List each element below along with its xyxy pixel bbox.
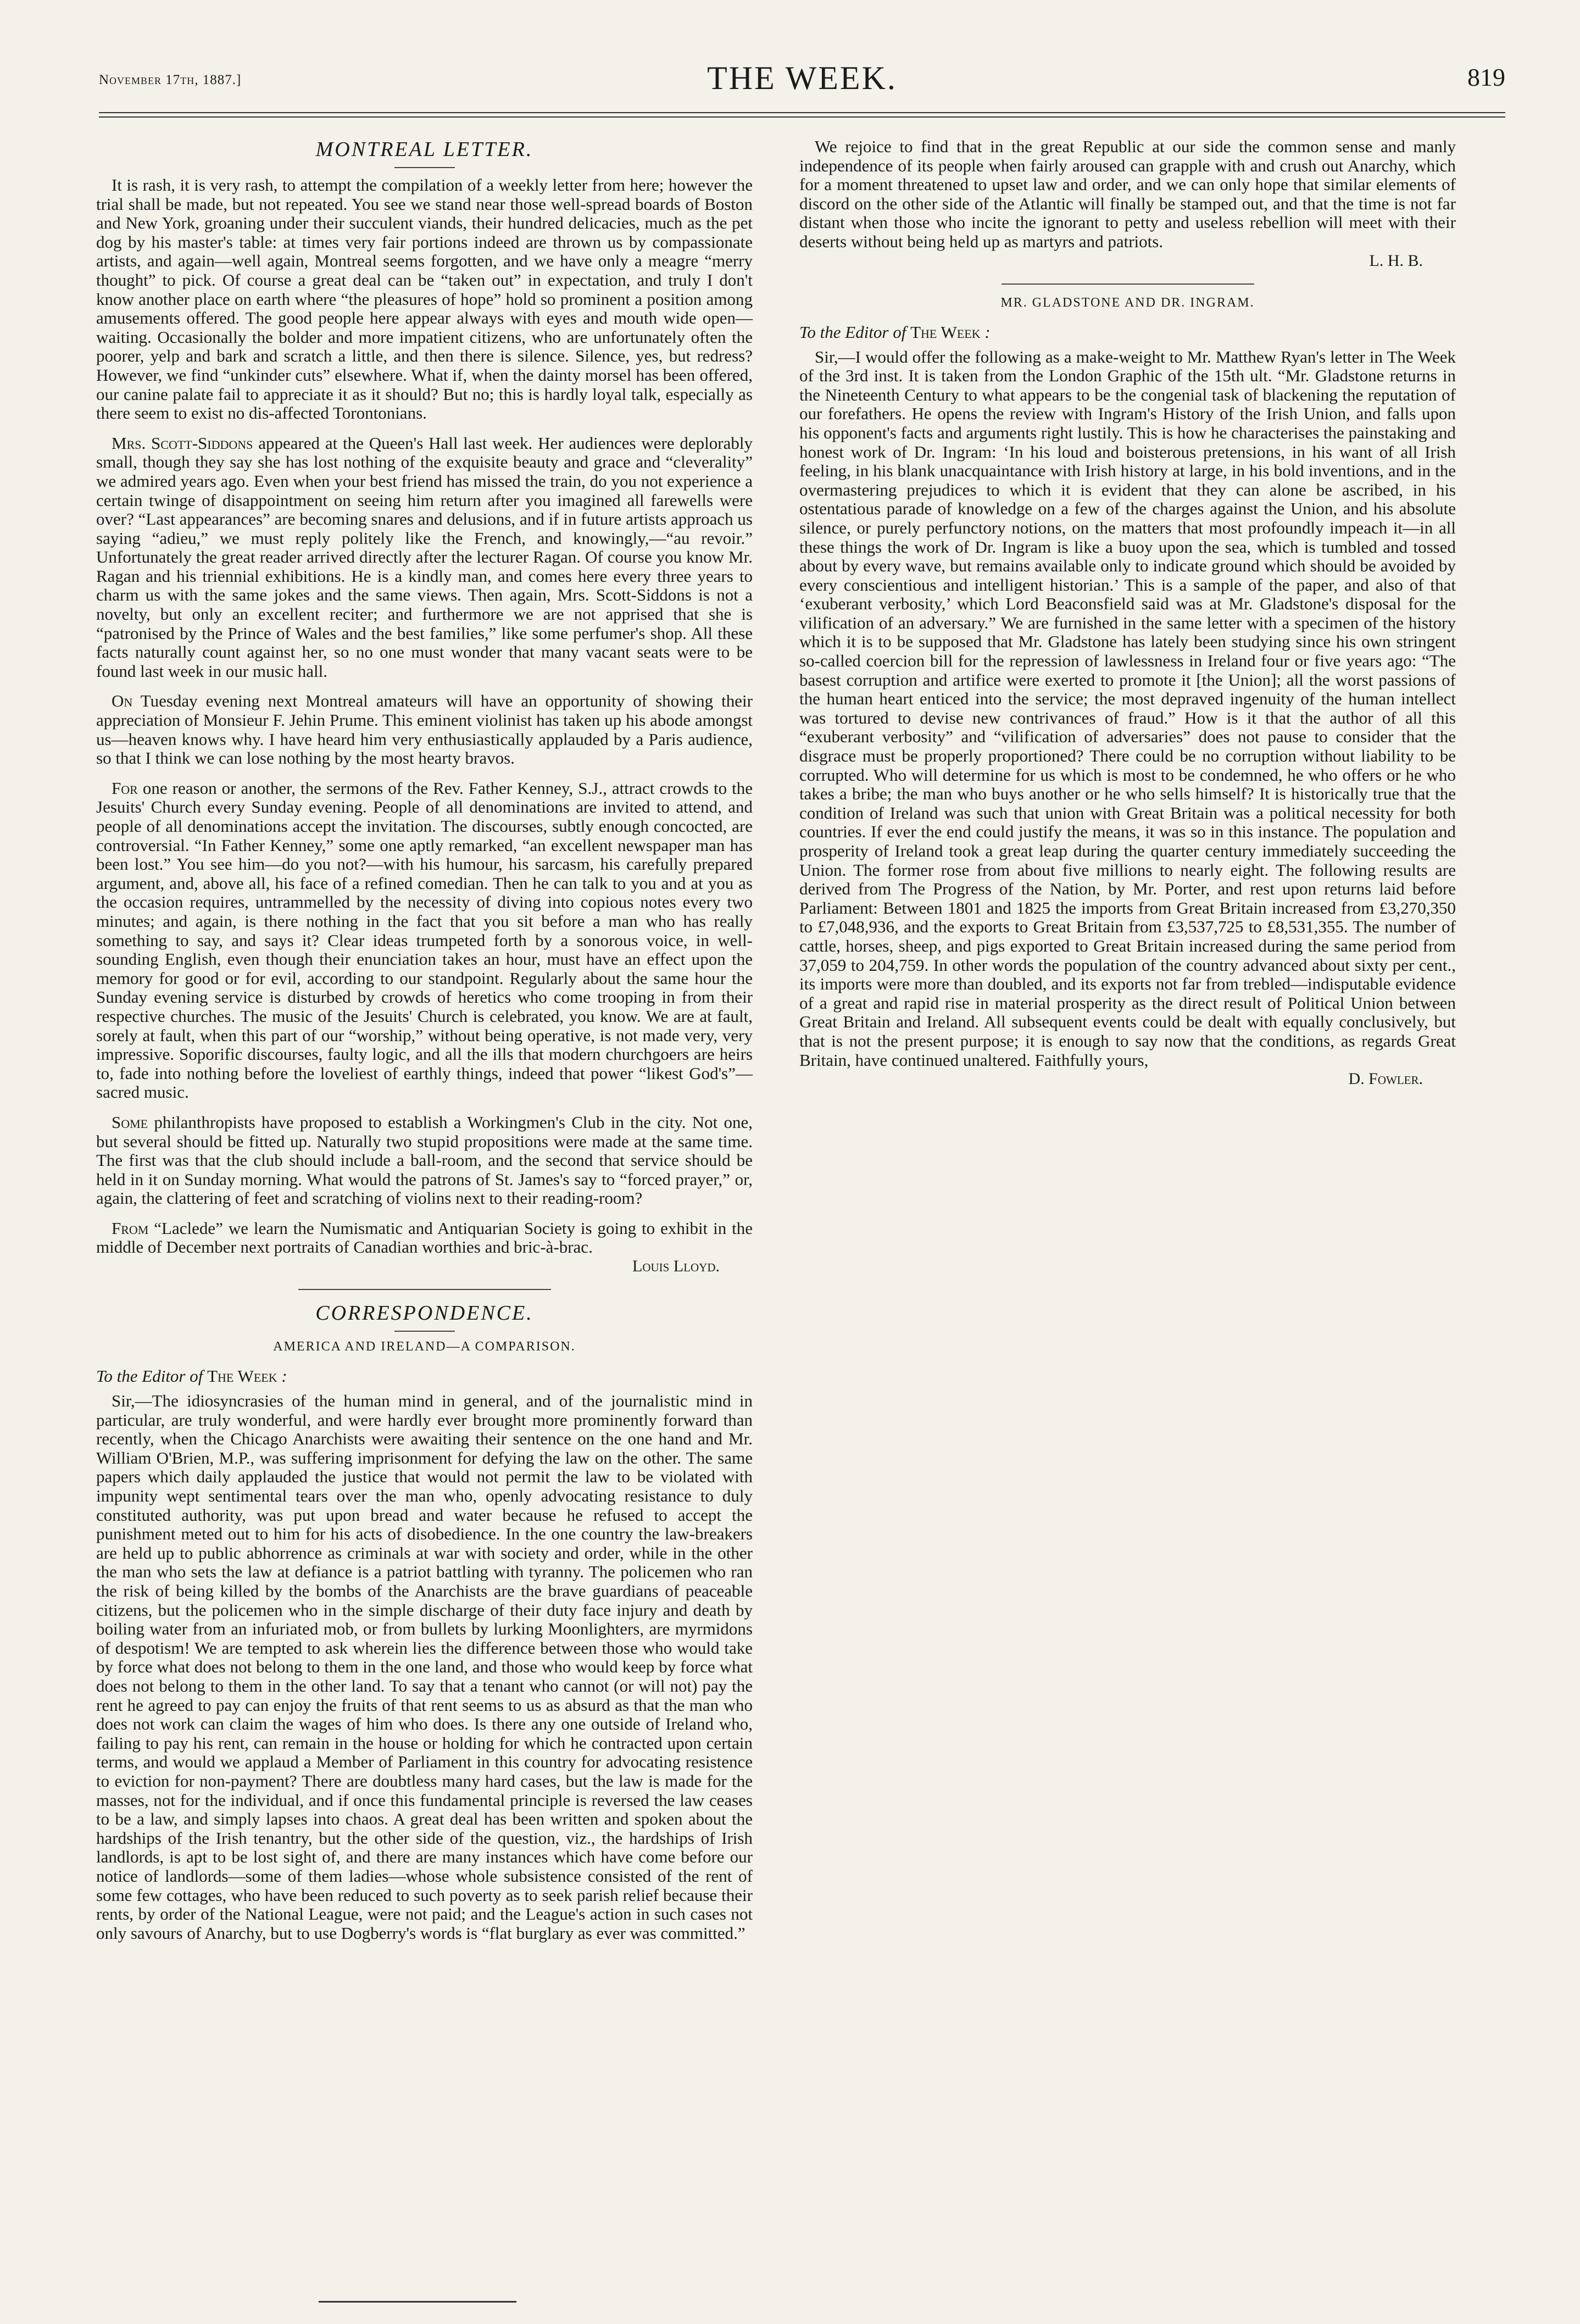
montreal-signature: Louis Lloyd. bbox=[632, 1257, 720, 1276]
salutation-suffix: : bbox=[984, 322, 991, 342]
letter-2-signature: D. Fowler. bbox=[1348, 1070, 1423, 1088]
left-column bbox=[96, 137, 753, 1954]
montreal-paragraph-5 bbox=[96, 1113, 753, 1208]
paragraph-lead: Some bbox=[112, 1112, 148, 1132]
paragraph-body: appeared at the Queen's Hall last week. Her audiences were deplorably small, though they say she has lost nothing of the exquisite beauty and grace and “cleverality” we admired years ago. Even when your best friend has missed the train, do you not experience a certain twinge of disappointment on seeing him return after you imagined all farewells were over? “Last appearances” are becoming snares and delusions, and if in future artists approach us saying “adieu,” we must reply politely like the French, and knowingly,—“au revoir.” Unfortunately the great reader arrived directly after the lecturer Ragan. Of course you know Mr. Ragan and his triennial exhibitions. He is a kindly man, and comes here every three years to charm us with the same jokes and the same views. Then again, Mrs. Scott-Siddons is not a novelty, but only an excellent reciter; and furthermore we are not apprised that she is “patronised by the Prince of Wales and the best families,” like some perfumer's shop. All these facts naturally count against her, so no one must wonder that many vacant seats were to be found last week in our music hall. bbox=[96, 433, 753, 681]
paragraph-body: “Laclede” we learn the Numismatic and Antiquarian Society is going to exhibit in the middle of December next portraits of Canadian worthies and bric-à-brac. bbox=[96, 1218, 753, 1257]
montreal-paragraph-3 bbox=[96, 692, 753, 768]
paragraph-body: philanthropists have proposed to establish a Workingmen's Club in the city. Not one, but several should be fitted up. Naturally two stupid propositions were made at the same time. The first was that the club should include a ball-room, and the second that service should be held in it on Sunday morning. What would the patrons of St. James's say to “forced prayer,” or, again, the clattering of feet and scratching of violins next to their reading-room? bbox=[96, 1112, 753, 1208]
right-column bbox=[799, 137, 1456, 1102]
montreal-letter-title: MONTREAL LETTER. bbox=[315, 138, 533, 161]
letter-2-paragraph-1: Sir,—I would offer the following as a make-weight to Mr. Matthew Ryan's letter in The Week of the 3rd inst. It is taken from the London Graphic of the 15th ult. “Mr. Gladstone returns in the Nineteenth Century to what appears to be the congenial task of blackening the reputation of our forefathers. He opens the review with Ingram's History of the Irish Union, and falls upon his opponent's facts and arguments right lustily. This is how he characterises the painstaking and honest work of Dr. Ingram: ‘In his loud and boisterous pretensions, in his want of all Irish feeling, in his blank unacquaintance with Irish history at large, in his bold inventions, and in the overmastering prejudices to which it is evident that they can alone be ascribed, in his ostentatious parade of knowledge on a few of the charges against the Union, and his absolute silence, or purely perfunctory notions, on the matters that most profoundly impeach it—in all these things the work of Dr. Ingram is like a buoy upon the sea, which is tumbled and tossed about by every wave, but remains available only to indicate ground which should be avoided by every conscientious and intelligent historian.’ This is a sample of the paper, and also of that ‘exuberant verbosity,’ which Lord Beaconsfield said was at Mr. Gladstone's disposal for the vilification of an adversary.” We are furnished in the same letter with a specimen of the history which it is to be supposed that Mr. Gladstone has lately been studying since his own stringent so-called coercion bill for the repression of lawlessness in Ireland four or five years ago: “The basest corruption and artifice were exerted to promote it [the Union]; all the worst passions of the human heart enticed into the service; the most depraved ingenuity of the human intellect was tortured to devise new contrivances of fraud.” How is it that the author of all this “exuberant verbosity” and “vilification of adversaries” does not pause to consider that the disgrace must be properly proportioned? There could be no corruption without liability to be corrupted. Who will determine for us which is most to be condemned, he who offers or he who takes a bribe; the man who buys another or he who sells himself? It is historically true that the condition of Ireland was such that union with Great Britain was a political necessity for both countries. If ever the end could justify the means, it was so in this instance. The population and prosperity of Ireland took a great leap during the quarter century immediately succeeding the Union. The former rose from about five millions to nearly eight. The following results are derived from The Progress of the Nation, by Mr. Porter, and rest upon returns laid before Parliament: Between 1801 and 1825 the imports from Great Britain increased from £3,270,350 to £7,048,936, and the exports to Great Britain from £3,537,725 to £8,531,355. The number of cattle, horses, sheep, and pigs exported to Great Britain increased during the same period from 37,059 to 204,759. In other words the population of the country advanced about sixty per cent., its imports were more than doubled, and its exports not far from trebled—indisputable evidence of a great and rapid rise in material prosperity as the direct result of Political Union between Great Britain and Ireland. All subsequent events could be dealt with equally conclusively, but that is not the present purpose; it is enough to say now that the conditions, as regards Great Britain, have continued unaltered. Faithfully yours, bbox=[799, 347, 1456, 1070]
paragraph-body: one reason or another, the sermons of the Rev. Father Kenney, S.J., attract crowds to the Jesuits' Church every Sunday evening. People of all denominations are invited to attend, and people of all denominations accept the invitation. The discourses, subtly enough concocted, are controversial. “In Father Kenney,” some one aptly remarked, “an excellent newspaper man has been lost.” You see him—do you not?—with his humour, his sarcasm, his carefully prepared argument, and, above all, his face of a refined comedian. Then he can talk to you and at you as the occasion requires, untrammelled by the necessity of diving into copious notes every two minutes; and again, is there nothing in the fact that you sit before a man who has really something to say, and says it? Clear ideas trumpeted forth by a sonorous voice, in well-sounding English, even though their enunciation takes an hour, must have an effect upon the memory for good or for evil, according to our standpoint. Regularly about the same hour the Sunday evening service is disturbed by crowds of heretics who come trooping in from their respective churches. The music of the Jesuits' Church is celebrated, you know. We are at fault, sorely at fault, when this part of our “worship,” without being operative, is not made very, very impressive. Soporific discourses, faulty logic, and all the ills that modern churchgoers are heirs to, fade into nothing before the loveliest of earthly things, indeed that power “likest God's”—sacred music. bbox=[96, 778, 753, 1102]
letter-2-salutation bbox=[799, 323, 1456, 342]
paragraph-lead: Mrs. Scott-Siddons bbox=[112, 433, 253, 453]
salutation-suffix: : bbox=[281, 1366, 287, 1386]
title-rule bbox=[394, 1331, 455, 1332]
montreal-paragraph-1: It is rash, it is very rash, to attempt the compilation of a weekly letter from here; however the trial shall be made, but not repeated. You see we stand near those well-spread boards of Boston and New York, groaning under their succulent viands, their hundred delicacies, much as the pet dog by his master's table: at times very fair portions indeed are thrown us by compassionate artists, and again—well again, Montreal seems forgotten, and we have only a meagre “merry thought” to pick. Of course a great deal can be “taken out” in expectation, and truly I don't know another place on earth where “the pleasures of hope” hold so prominent a position among amusements offered. The good people here appear always with eyes and mouth wide open—waiting. Occasionally the bolder and more impatient citizens, who are unfortunately often the poorer, yelp and bark and scratch a little, and then there is silence. Silence, yes, but redress? However, we find “unkinder cuts” elsewhere. What if, when the dainty morsel has been offered, our canine palate fail to appreciate it as it should? But no; this is hardly loyal talk, especially as there seem to exist no dis-affected Torontonians. bbox=[96, 175, 753, 423]
letter-1-salutation bbox=[96, 1366, 753, 1386]
footer-rule bbox=[319, 2301, 516, 2303]
issue-date: November 17th, 1887.] bbox=[99, 73, 242, 87]
correspondence-title: CORRESPONDENCE. bbox=[315, 1302, 533, 1325]
letter-1-subtitle: AMERICA AND IRELAND—A COMPARISON. bbox=[273, 1339, 576, 1354]
paragraph-body: Tuesday evening next Montreal amateurs will have an opportunity of showing their appreciation of Monsieur F. Jehin Prume. This eminent violinist has taken up his abode amongst us—heaven knows why. I have heard him very enthusiastically applauded by a Paris audience, so that I think we can lose nothing by the most hearty bravos. bbox=[96, 691, 753, 768]
salutation-paper: The Week bbox=[207, 1366, 277, 1386]
running-head bbox=[99, 59, 1505, 103]
paragraph-lead: On bbox=[112, 691, 133, 711]
paragraph-lead: From bbox=[112, 1218, 149, 1238]
letter-1-paragraph-2: We rejoice to find that in the great Republic at our side the common sense and manly independence of its people when fairly aroused can grapple with and crush out Anarchy, which for a moment threatened to upset law and order, and we can only hope that similar elements of discord on the other side of the Atlantic will finally be stamped out, and that the time is not far distant when those who incite the ignorant to petty and useless rebellion will meet with their deserts without being held up as martyrs and patriots. bbox=[799, 137, 1456, 251]
montreal-paragraph-4 bbox=[96, 779, 753, 1102]
montreal-paragraph-2 bbox=[96, 434, 753, 681]
letter-1-paragraph-1: Sir,—The idiosyncrasies of the human mind in general, and of the journalistic mind in particular, are truly wonderful, and were hardly ever brought more prominently forward than recently, when the Chicago Anarchists were awaiting their sentence on the one hand and Mr. William O'Brien, M.P., was suffering imprisonment for defying the law on the other. The same papers which daily applauded the justice that would not permit the law to be violated with impunity wept sentimental tears over the man who, openly advocating resistance to duly constituted authority, was put upon bread and water because he refused to accept the punishment meted out to him for his acts of disobedience. In the one country the law-breakers are held up to public abhorrence as criminals at war with society and order, while in the other the man who sets the law at defiance is a patriot battling with tyranny. The policemen who ran the risk of being killed by the bombs of the Anarchists are the brave guardians of peaceable citizens, but the policemen who in the simple discharge of their duty face injury and death by boiling water from an infuriated mob, or from bullets by lurking Moonlighters, are myrmidons of despotism! We are tempted to ask wherein lies the difference between those who would take by force what does not belong to them in the one land, and those who would keep by force what does not belong to them in the other land. To say that a tenant who cannot (or will not) pay the rent he agreed to pay can enjoy the fruits of that rent seems to us as absurd as that the man who does not work can claim the wages of him who does. Is there any one outside of Ireland who, failing to pay his rent, can remain in the house or holding for which he contracted upon certain terms, and would we applaud a Member of Parliament in this country for advocating resistence to eviction for non-payment? There are doubtless many hard cases, but the law is made for the masses, not for the individual, and if once this fundamental principle is reversed the law ceases to be a law, and simply lapses into chaos. A great deal has been written and spoken about the hardships of the Irish tenantry, but the other side of the question, viz., the hardships of Irish landlords, is apt to be lost sight of, and there are many instances which have come before our notice of landlords—some of them ladies—whose whole subsistence consisted of the rent of some few cottages, who have been reduced to such poverty as to seek parish relief because their rents, by order of the National League, were not paid; and the League's action in such cases not only savours of Anarchy, but to use Dogberry's words is “flat burglary as ever was committed.” bbox=[96, 1391, 753, 1943]
letter-2-subtitle: MR. GLADSTONE AND DR. INGRAM. bbox=[1000, 295, 1255, 310]
page-number: 819 bbox=[1467, 63, 1505, 91]
paragraph-lead: For bbox=[112, 778, 138, 798]
montreal-paragraph-6 bbox=[96, 1219, 753, 1257]
salutation-prefix: To the Editor of bbox=[799, 322, 906, 342]
header-rule bbox=[99, 112, 1505, 113]
publication-title: THE WEEK. bbox=[707, 60, 897, 96]
section-rule bbox=[1002, 283, 1254, 285]
header-rule-2 bbox=[99, 116, 1505, 118]
title-rule bbox=[394, 167, 455, 168]
salutation-prefix: To the Editor of bbox=[96, 1366, 203, 1386]
letter-1-signature: L. H. B. bbox=[1369, 251, 1423, 270]
section-rule bbox=[298, 1289, 551, 1290]
salutation-paper: The Week bbox=[910, 322, 981, 342]
